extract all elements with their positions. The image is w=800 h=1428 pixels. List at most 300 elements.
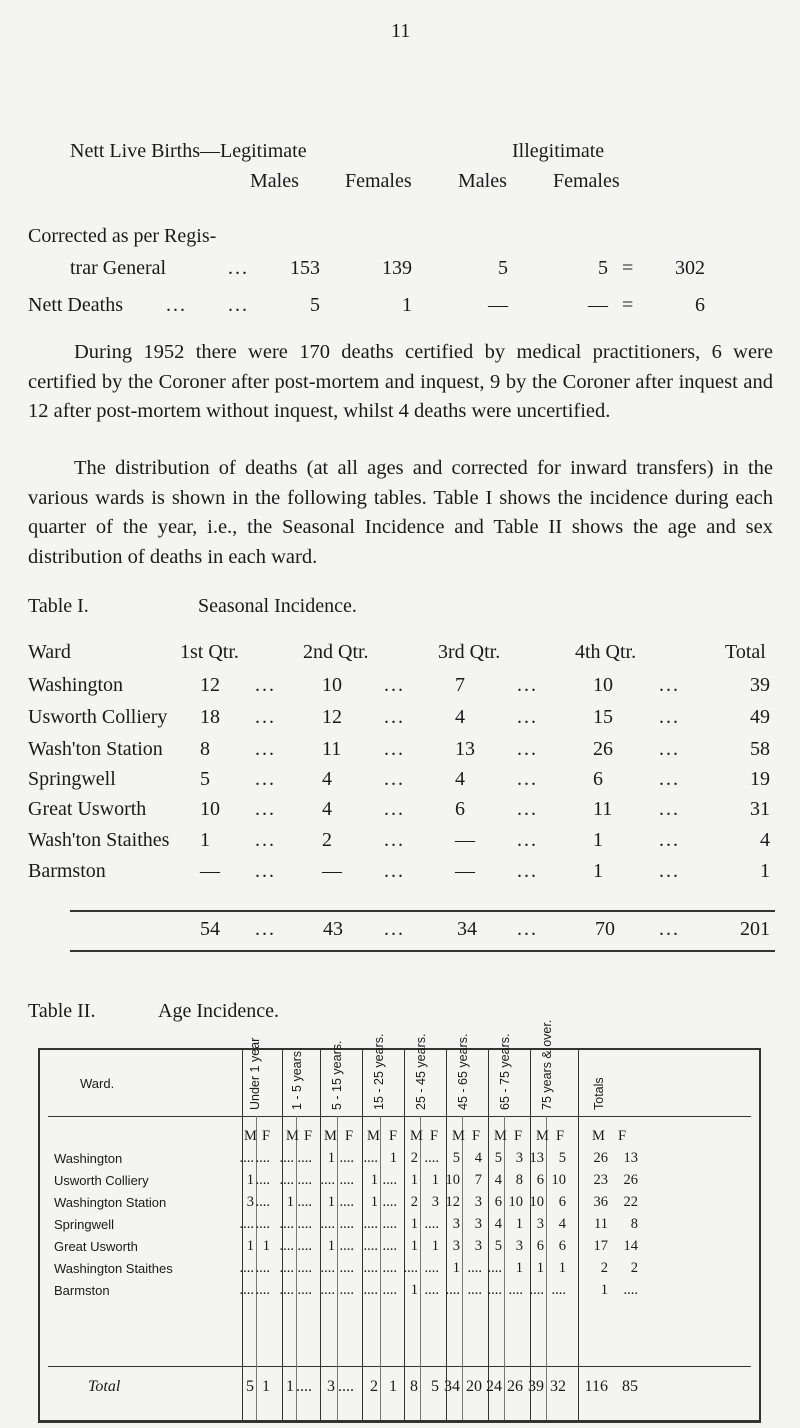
t2-cell: 1 [536, 1260, 544, 1276]
t2-cell: .... [529, 1282, 544, 1298]
table1-dots: ... [255, 829, 276, 851]
table1-cell-q2: 2 [322, 829, 332, 851]
table1-cell-q2: 10 [322, 674, 342, 696]
corrected-dots: ... [228, 257, 249, 279]
t2-cell: 1 [286, 1194, 294, 1210]
t2-cell: 3 [431, 1194, 439, 1210]
t2-row-ward: Washington Station [54, 1195, 167, 1210]
t2-cell: .... [339, 1172, 354, 1188]
t2-cell: .... [339, 1194, 354, 1210]
t2-cell: 10 [529, 1194, 544, 1210]
t2-cell: 6 [536, 1238, 544, 1254]
t2-sex-header-f: F [304, 1128, 313, 1144]
page-number: 11 [391, 20, 411, 42]
t2-sex-header-m: M [324, 1128, 337, 1144]
t2-cell: 1 [515, 1216, 523, 1232]
table1-dots: ... [659, 768, 680, 790]
t2-rule-left [38, 1048, 40, 1420]
t2-cell: .... [279, 1260, 294, 1276]
t2-row-ward: Springwell [54, 1217, 114, 1232]
equals-sign-2: = [622, 294, 634, 316]
t2-cell: 1 [410, 1172, 418, 1188]
t2-col-divider [242, 1048, 243, 1420]
t2-cell: .... [320, 1216, 335, 1232]
table1-dots: ... [659, 738, 680, 760]
t2-cell: 1 [515, 1260, 523, 1276]
t2-cell: .... [297, 1260, 312, 1276]
t2-cell: 26 [593, 1150, 608, 1166]
table1-dots: ... [517, 674, 538, 696]
t2-cell: 23 [593, 1172, 608, 1188]
table1-cell-q2: 4 [322, 768, 332, 790]
table1-dots: ... [517, 706, 538, 728]
t2-total-cell: 39 [528, 1378, 544, 1395]
t2-cell: .... [255, 1150, 270, 1166]
t2-cell: .... [403, 1260, 418, 1276]
t2-cell: .... [339, 1238, 354, 1254]
t2-cell: 13 [529, 1150, 544, 1166]
table1-dots: ... [517, 860, 538, 882]
t2-cell: .... [363, 1216, 378, 1232]
table1-rule-bottom [70, 950, 775, 952]
t2-cell: 3 [246, 1194, 254, 1210]
t2-col-divider [362, 1048, 363, 1420]
t2-cell: .... [445, 1282, 460, 1298]
table1-header-q4: 4th Qtr. [575, 641, 637, 663]
table1-cell-total: 4 [760, 829, 770, 851]
table1-cell-q4: 15 [593, 706, 613, 728]
t2-cell: .... [320, 1282, 335, 1298]
t2-cell: .... [297, 1150, 312, 1166]
t2-cell: .... [623, 1282, 638, 1298]
table1-cell-q1: 8 [200, 738, 210, 760]
t2-sex-header-f: F [514, 1128, 523, 1144]
t2-cell: 5 [452, 1150, 460, 1166]
t2-cell: 1 [410, 1216, 418, 1232]
t2-cell: 3 [515, 1238, 523, 1254]
t2-cell: .... [487, 1282, 502, 1298]
t2-total-cell: 3 [327, 1378, 335, 1395]
table1-dots: ... [255, 674, 276, 696]
t2-total-cell: 20 [466, 1378, 482, 1395]
t2-cell: 1 [452, 1260, 460, 1276]
table1-dots: ... [384, 674, 405, 696]
t2-sex-header-m: M [536, 1128, 549, 1144]
table1-cell-q4: 6 [593, 768, 603, 790]
t2-cell: .... [255, 1194, 270, 1210]
t2-age-header: 25 - 45 years. [414, 1033, 428, 1110]
t2-cell: 3 [474, 1216, 482, 1232]
t2-total-cell: 5 [246, 1378, 254, 1395]
t2-cell: 4 [494, 1172, 502, 1188]
t2-cell: 12 [445, 1194, 460, 1210]
table1-dots: ... [255, 738, 276, 760]
t2-cell: .... [297, 1282, 312, 1298]
table1-cell-total: 1 [760, 860, 770, 882]
table1-total-all: 201 [740, 918, 770, 940]
table1-cell-total: 31 [750, 798, 770, 820]
table1-cell-q3: 6 [455, 798, 465, 820]
table1-cell-q1: 1 [200, 829, 210, 851]
t2-cell: 1 [431, 1172, 439, 1188]
table1-cell-q1: 12 [200, 674, 220, 696]
t2-cell: .... [508, 1282, 523, 1298]
t2-sex-header-m: M [494, 1128, 507, 1144]
t2-cell: .... [279, 1172, 294, 1188]
table1-dots: ... [517, 829, 538, 851]
t2-total-cell: 1 [389, 1378, 397, 1395]
table1-total-q4: 70 [595, 918, 615, 940]
table1-cell-q4: 11 [593, 798, 613, 820]
t2-cell: 17 [593, 1238, 608, 1254]
t2-cell: .... [363, 1238, 378, 1254]
t2-cell: 1 [600, 1282, 608, 1298]
t2-cell: 26 [623, 1172, 638, 1188]
table1-cell-q3: 13 [455, 738, 475, 760]
t2-cell: 3 [452, 1238, 460, 1254]
table1-dots: ... [384, 860, 405, 882]
t2-col-divider [446, 1048, 447, 1420]
corrected-label-a: Corrected as per Regis- [28, 225, 217, 247]
t2-sex-header-f: F [345, 1128, 354, 1144]
t2-sex-header-m: M [592, 1128, 605, 1144]
t2-cell: 6 [494, 1194, 502, 1210]
table1-dots: ... [384, 798, 405, 820]
t2-cell: 5 [494, 1238, 502, 1254]
t2-cell: 2 [410, 1150, 418, 1166]
t2-cell: .... [467, 1282, 482, 1298]
t2-cell: 13 [623, 1150, 638, 1166]
table1-total-q2: 43 [323, 918, 343, 940]
corrected-legit-females: 139 [382, 257, 412, 279]
table1-total-dots-1: ... [255, 918, 276, 940]
table1-dots: ... [659, 674, 680, 696]
t2-cell: 1 [431, 1238, 439, 1254]
t2-cell: 3 [536, 1216, 544, 1232]
t2-cell: 5 [558, 1150, 566, 1166]
t2-sex-header-m: M [410, 1128, 423, 1144]
t2-cell: .... [467, 1260, 482, 1276]
t2-cell: 22 [623, 1194, 638, 1210]
table1-cell-q3: — [455, 860, 475, 882]
corrected-illegit-males: 5 [498, 257, 508, 279]
table1-cell-q3: 4 [455, 706, 465, 728]
t2-cell: .... [255, 1260, 270, 1276]
deaths-illegit-males: — [488, 294, 508, 316]
t2-cell: 6 [536, 1172, 544, 1188]
t2-cell: 1 [262, 1238, 270, 1254]
t2-cell: .... [363, 1282, 378, 1298]
table1-cell-total: 49 [750, 706, 770, 728]
t2-cell: 4 [494, 1216, 502, 1232]
table1-header-q2: 2nd Qtr. [303, 641, 369, 663]
t2-cell: .... [239, 1216, 254, 1232]
t2-sex-header-f: F [430, 1128, 439, 1144]
t2-cell: .... [255, 1282, 270, 1298]
t2-cell: 1 [327, 1194, 335, 1210]
t2-rule-total [48, 1366, 751, 1367]
t2-total-cell: 24 [486, 1378, 502, 1395]
table1-cell-q3: 4 [455, 768, 465, 790]
t2-cell: 11 [594, 1216, 608, 1232]
table1-total-dots-2: ... [384, 918, 405, 940]
table1-cell-q1: 10 [200, 798, 220, 820]
t2-cell: 10 [551, 1172, 566, 1188]
t2-cell: .... [297, 1194, 312, 1210]
table1-dots: ... [517, 738, 538, 760]
t2-cell: 3 [452, 1216, 460, 1232]
table1-dots: ... [255, 798, 276, 820]
t2-sex-header-m: M [367, 1128, 380, 1144]
t2-total-cell: 34 [444, 1378, 460, 1395]
table1-cell-q2: 4 [322, 798, 332, 820]
deaths-illegit-females: — [588, 294, 608, 316]
deaths-legit-males: 5 [310, 294, 320, 316]
t2-cell: .... [279, 1282, 294, 1298]
t2-age-header: 5 - 15 years. [330, 1040, 344, 1110]
table1-cell-total: 39 [750, 674, 770, 696]
table1-row-ward: Great Usworth [28, 798, 147, 820]
t2-row-ward: Washington Staithes [54, 1261, 173, 1276]
t2-cell: 1 [370, 1194, 378, 1210]
t2-cell: .... [339, 1260, 354, 1276]
corrected-legit-males: 153 [290, 257, 320, 279]
t2-cell: 8 [515, 1172, 523, 1188]
table1-cell-q2: 11 [322, 738, 342, 760]
t2-total-cell: 8 [410, 1378, 418, 1395]
births-heading: Nett Live Births—Legitimate [70, 140, 307, 162]
t2-cell: 3 [474, 1194, 482, 1210]
paragraph-certification: During 1952 there were 170 deaths certified by medical practitioners, 6 were certified by the Coroner after post-mortem and inquest, 9 by the Coroner after inquest and 12 after post-mortem without inquest, whilst 4 deaths were uncertified. [28, 341, 773, 423]
table1-dots: ... [384, 706, 405, 728]
table1-title: Seasonal Incidence. [198, 595, 357, 617]
table1-row-ward: Washington [28, 674, 124, 696]
t2-cell: 1 [410, 1238, 418, 1254]
t2-cell: 1 [389, 1150, 397, 1166]
corrected-total: 302 [675, 257, 705, 279]
t2-cell: .... [297, 1172, 312, 1188]
t2-total-cell: 32 [550, 1378, 566, 1395]
table1-cell-q2: 12 [322, 706, 342, 728]
t2-cell: 4 [474, 1150, 482, 1166]
t2-rule-bottom [38, 1420, 761, 1423]
paragraph-distribution: The distribution of deaths (at all ages and corrected for inward transfers) in the various wards is shown in the following tables. Table I shows the incidence during each quarter of the year, i.e., the Seasonal Incidence and Table II shows the age and sex distribution of deaths in each ward. [28, 457, 773, 568]
t2-sex-header-f: F [618, 1128, 627, 1144]
t2-cell: 1 [246, 1238, 254, 1254]
deaths-dots-1: ... [166, 294, 187, 316]
table1-dots: ... [384, 768, 405, 790]
t2-row-ward: Washington [54, 1151, 123, 1166]
t2-cell: 2 [630, 1260, 638, 1276]
t2-col-divider [578, 1048, 579, 1420]
t2-age-header: 45 - 65 years. [456, 1033, 470, 1110]
table1-dots: ... [384, 738, 405, 760]
t2-cell: .... [339, 1282, 354, 1298]
t2-total-cell: 116 [584, 1378, 608, 1395]
t2-cell: .... [339, 1150, 354, 1166]
t2-cell: .... [382, 1238, 397, 1254]
table1-cell-q1: — [200, 860, 220, 882]
table1-row-ward: Wash'ton Station [28, 738, 163, 760]
t2-col-divider [282, 1048, 283, 1420]
t2-cell: .... [320, 1260, 335, 1276]
t2-cell: .... [424, 1260, 439, 1276]
t2-total-cell: 1 [286, 1378, 294, 1395]
t2-cell: .... [339, 1216, 354, 1232]
t2-sex-header-f: F [262, 1128, 271, 1144]
table1-total-dots-3: ... [517, 918, 538, 940]
t2-cell: 1 [558, 1260, 566, 1276]
table1-dots: ... [517, 798, 538, 820]
t2-age-header: Totals [592, 1077, 606, 1110]
t2-col-divider [530, 1048, 531, 1420]
t2-cell: .... [320, 1172, 335, 1188]
t2-cell: .... [382, 1216, 397, 1232]
t2-cell: .... [239, 1260, 254, 1276]
table1-cell-q1: 18 [200, 706, 220, 728]
deaths-legit-females: 1 [402, 294, 412, 316]
table1-rule-top [70, 910, 775, 912]
table1-header-q1: 1st Qtr. [180, 641, 239, 663]
t2-cell: 4 [558, 1216, 566, 1232]
t2-total-cell: .... [296, 1378, 312, 1395]
t2-cell: 1 [327, 1238, 335, 1254]
t2-age-header: Under 1 year [248, 1037, 262, 1110]
table1-total-q1: 54 [200, 918, 220, 940]
table1-cell-q3: 7 [455, 674, 465, 696]
col-males-legit: Males [250, 170, 299, 192]
t2-cell: .... [424, 1282, 439, 1298]
table1-header-q3: 3rd Qtr. [438, 641, 501, 663]
t2-cell: 7 [474, 1172, 482, 1188]
t2-cell: .... [279, 1150, 294, 1166]
t2-cell: 6 [558, 1238, 566, 1254]
t2-rule-top [38, 1048, 761, 1050]
t2-cell: 10 [445, 1172, 460, 1188]
t2-cell: .... [239, 1282, 254, 1298]
t2-cell: .... [255, 1172, 270, 1188]
table1-cell-q4: 26 [593, 738, 613, 760]
table1-row-ward: Barmston [28, 860, 106, 882]
t2-cell: .... [255, 1216, 270, 1232]
t2-cell: .... [279, 1238, 294, 1254]
t2-cell: 2 [600, 1260, 608, 1276]
deaths-dots-2: ... [228, 294, 249, 316]
equals-sign: = [622, 257, 634, 279]
table1-row-ward: Springwell [28, 768, 116, 790]
t2-cell: 10 [508, 1194, 523, 1210]
t2-age-header: 15 - 25 years. [372, 1033, 386, 1110]
t2-sex-header-f: F [472, 1128, 481, 1144]
table1-row-ward: Wash'ton Staithes [28, 829, 170, 851]
t2-age-header: 65 - 75 years. [498, 1033, 512, 1110]
illegitimate-heading: Illegitimate [512, 140, 605, 162]
table1-cell-total: 58 [750, 738, 770, 760]
table1-dots: ... [659, 860, 680, 882]
t2-cell: .... [424, 1216, 439, 1232]
t2-cell: 14 [623, 1238, 638, 1254]
table1-row-ward: Usworth Colliery [28, 706, 168, 728]
table1-dots: ... [384, 829, 405, 851]
col-females-legit: Females [345, 170, 412, 192]
t2-cell: .... [363, 1150, 378, 1166]
t2-col-divider [488, 1048, 489, 1420]
t2-rule-header [48, 1116, 751, 1117]
table1-dots: ... [659, 798, 680, 820]
t2-cell: 1 [327, 1150, 335, 1166]
t2-total-cell: 5 [431, 1378, 439, 1395]
corrected-label-b: trar General [70, 257, 167, 279]
t2-cell: .... [297, 1216, 312, 1232]
table1-dots: ... [659, 706, 680, 728]
t2-sex-header-m: M [244, 1128, 257, 1144]
t2-ward-header: Ward. [80, 1076, 115, 1091]
t2-cell: 3 [515, 1150, 523, 1166]
table1-total-dots-4: ... [659, 918, 680, 940]
table1-cell-q4: 1 [593, 829, 603, 851]
table1-dots: ... [517, 768, 538, 790]
table2-label: Table II. [28, 1000, 96, 1022]
t2-total-cell: 2 [370, 1378, 378, 1395]
t2-row-ward: Barmston [54, 1283, 110, 1298]
table1-cell-q1: 5 [200, 768, 210, 790]
col-females-illegit: Females [553, 170, 620, 192]
table1-header-ward: Ward [28, 641, 71, 663]
t2-cell: .... [382, 1172, 397, 1188]
table1-dots: ... [255, 860, 276, 882]
t2-total-cell: 85 [622, 1378, 638, 1395]
t2-total-label: Total [88, 1378, 121, 1395]
table1-cell-total: 19 [750, 768, 770, 790]
table1-cell-q2: — [322, 860, 342, 882]
table1-total-q3: 34 [457, 918, 477, 940]
t2-sex-header-f: F [389, 1128, 398, 1144]
t2-col-divider [320, 1048, 321, 1420]
t2-cell: .... [297, 1238, 312, 1254]
table1-header-total: Total [725, 641, 766, 663]
t2-cell: 1 [370, 1172, 378, 1188]
table1-dots: ... [255, 768, 276, 790]
t2-cell: 36 [593, 1194, 608, 1210]
t2-sex-header-m: M [452, 1128, 465, 1144]
t2-col-divider [404, 1048, 405, 1420]
t2-cell: .... [382, 1194, 397, 1210]
table1-dots: ... [255, 706, 276, 728]
t2-cell: 8 [630, 1216, 638, 1232]
table1-dots: ... [659, 829, 680, 851]
col-males-illegit: Males [458, 170, 507, 192]
t2-row-ward: Great Usworth [54, 1239, 138, 1254]
t2-total-cell: 1 [262, 1378, 270, 1395]
t2-cell: .... [279, 1216, 294, 1232]
nett-deaths-label: Nett Deaths [28, 294, 123, 316]
t2-age-header: 75 years & over. [540, 1019, 554, 1110]
t2-cell: 3 [474, 1238, 482, 1254]
t2-cell: .... [382, 1260, 397, 1276]
t2-total-cell: 26 [507, 1378, 523, 1395]
table1-label: Table I. [28, 595, 89, 617]
t2-cell: 1 [246, 1172, 254, 1188]
t2-cell: .... [382, 1282, 397, 1298]
t2-sex-header-m: M [286, 1128, 299, 1144]
t2-cell: .... [424, 1150, 439, 1166]
t2-cell: 2 [410, 1194, 418, 1210]
table1-cell-q3: — [455, 829, 475, 851]
table1-cell-q4: 10 [593, 674, 613, 696]
t2-cell: 6 [558, 1194, 566, 1210]
t2-age-header: 1 - 5 years. [290, 1047, 304, 1110]
t2-row-ward: Usworth Colliery [54, 1173, 149, 1188]
